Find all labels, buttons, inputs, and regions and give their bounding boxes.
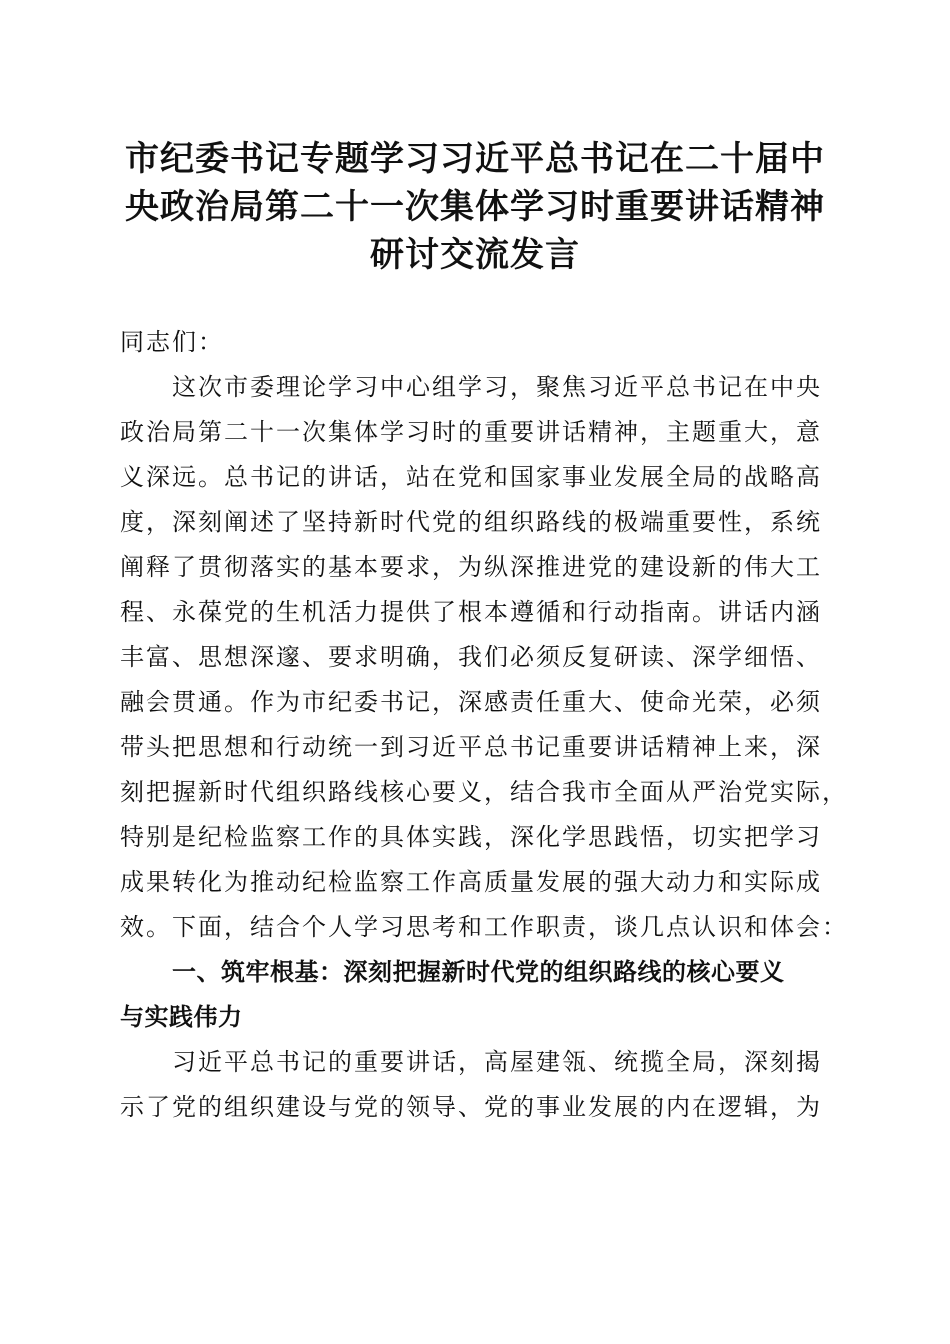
paragraph-line: 带头把思想和行动统一到习近平总书记重要讲话精神上来，深 [120,733,822,761]
paragraph-line: 程、永葆党的生机活力提供了根本遵循和行动指南。讲话内涵 [120,598,822,626]
paragraph-line: 这次市委理论学习中心组学习，聚焦习近平总书记在中央 [172,373,822,401]
document-title [100,135,850,279]
paragraph-line: 政治局第二十一次集体学习时的重要讲话精神，主题重大，意 [120,418,822,446]
paragraph-line: 融会贯通。作为市纪委书记，深感责任重大、使命光荣，必须 [120,688,822,716]
paragraph-line: 丰富、思想深邃、要求明确，我们必须反复研读、深学细悟、 [120,643,822,671]
section-heading-line: 与实践伟力 [120,1003,243,1031]
title-line: 市纪委书记专题学习习近平总书记在二十届中 [125,139,825,179]
title-line: 研讨交流发言 [370,235,580,275]
title-line: 央政治局第二十一次集体学习时重要讲话精神 [125,187,825,227]
paragraph-line: 特别是纪检监察工作的具体实践，深化学思践悟，切实把学习 [120,823,822,851]
salutation: 同志们： [120,328,224,356]
paragraph-line: 度，深刻阐述了坚持新时代党的组织路线的极端重要性，系统 [120,508,822,536]
paragraph-line: 成果转化为推动纪检监察工作高质量发展的强大动力和实际成 [120,868,822,896]
document-body [120,320,848,1130]
section-heading-line: 一、筑牢根基：深刻把握新时代党的组织路线的核心要义 [172,958,785,986]
paragraph-line: 阐释了贯彻落实的基本要求，为纵深推进党的建设新的伟大工 [120,553,822,581]
paragraph-line: 效。下面，结合个人学习思考和工作职责，谈几点认识和体会： [120,913,848,941]
section-heading-1 [120,950,840,1040]
paragraph-line: 义深远。总书记的讲话，站在党和国家事业发展全局的战略高 [120,463,822,491]
paragraph-section-1 [120,1040,840,1130]
paragraph-line: 习近平总书记的重要讲话，高屋建瓴、统揽全局，深刻揭 [172,1048,822,1076]
paragraph-line: 示了党的组织建设与党的领导、党的事业发展的内在逻辑，为 [120,1093,822,1121]
paragraph-intro [120,365,848,950]
paragraph-line: 刻把握新时代组织路线核心要义，结合我市全面从严治党实际， [120,778,848,806]
